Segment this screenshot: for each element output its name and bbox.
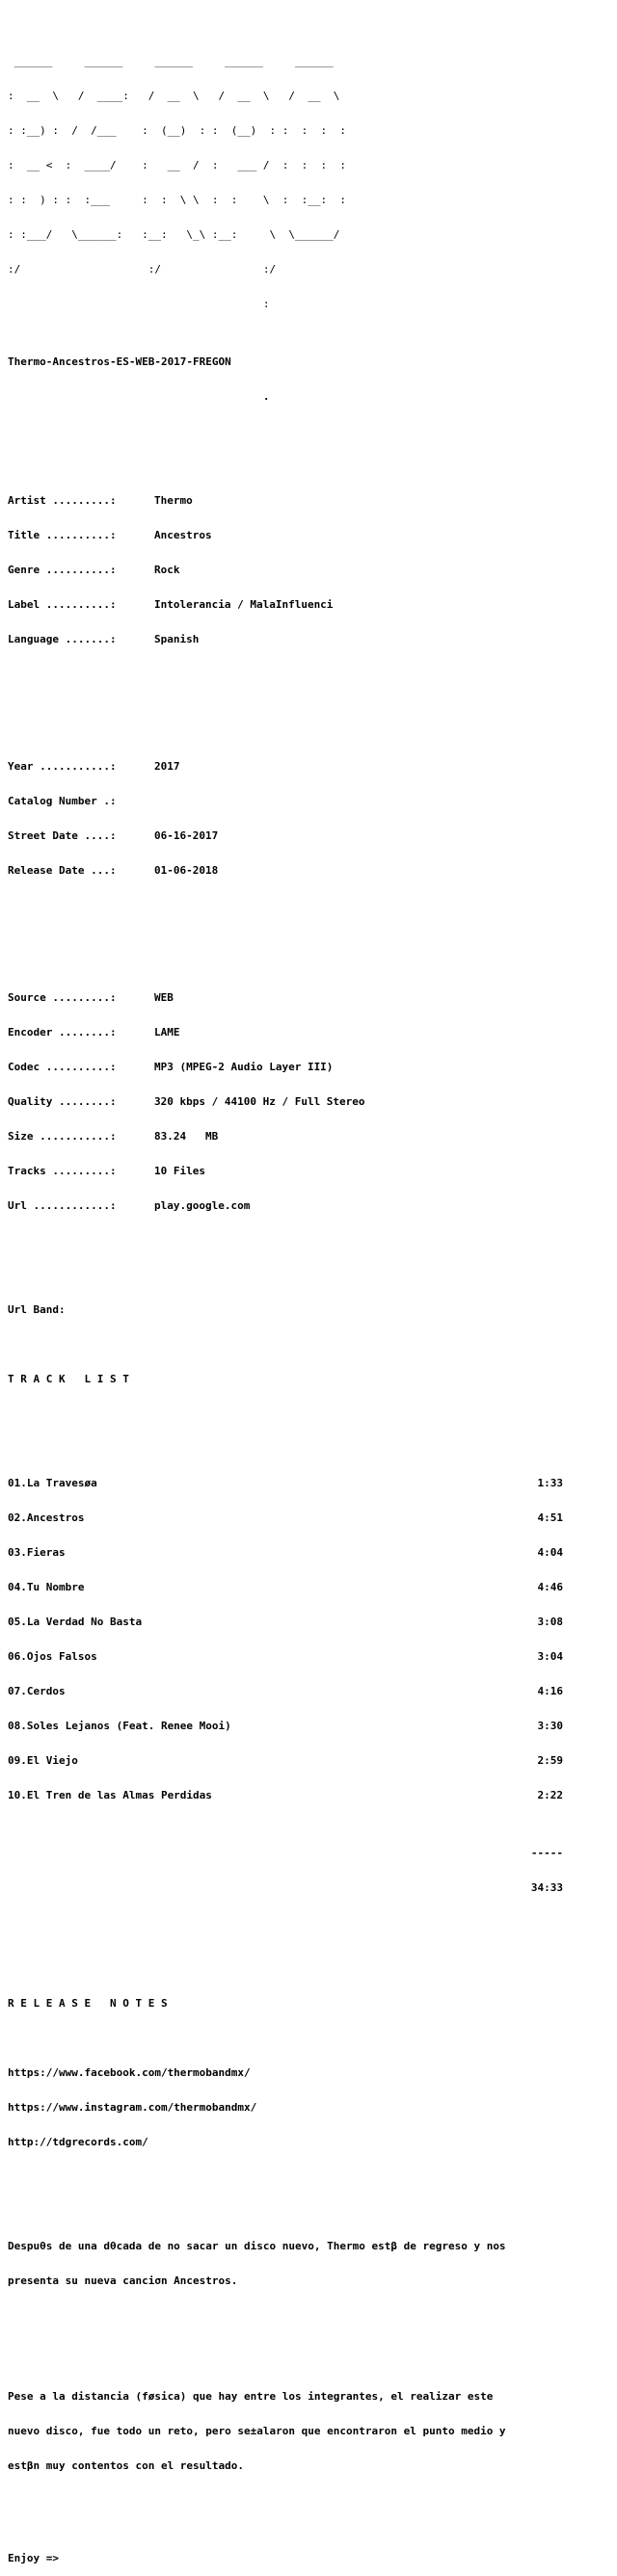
info-row — [8, 1200, 613, 1212]
logo-line: : __ < : ____/ : __ / : ___ / : : : : — [8, 159, 346, 171]
info-row — [8, 761, 613, 773]
info-value: LAME — [154, 1026, 180, 1038]
info-key: Year ...........: — [8, 760, 117, 773]
info-value: Thermo — [154, 494, 193, 507]
ascii-logo — [8, 33, 613, 333]
track-row — [8, 1582, 563, 1593]
info-key: Language .......: — [8, 633, 117, 645]
release-dot: . — [8, 390, 270, 403]
info-row — [8, 1166, 613, 1177]
info-key: Artist .........: — [8, 494, 117, 507]
info-key: Release Date ...: — [8, 864, 117, 877]
track-duration: 4:16 — [537, 1685, 563, 1697]
info-row — [8, 495, 613, 507]
track-row — [8, 1790, 563, 1801]
logo-line: : :___/ \______: :__: \_\ :__: \ \______/ — [8, 228, 340, 241]
track-row — [8, 1686, 563, 1697]
notes-paragraph-1 — [8, 2218, 613, 2310]
info-row — [8, 1062, 613, 1073]
track-title: 04.Tu Nombre — [8, 1581, 85, 1593]
notes-paragraph-2 — [8, 2368, 613, 2495]
track-title: 01.La Travesøa — [8, 1477, 97, 1489]
logo-line: :/ :/ :/ — [8, 263, 277, 276]
info-key: Url ............: — [8, 1199, 117, 1212]
info-row — [8, 1027, 613, 1038]
track-duration: 3:30 — [537, 1720, 563, 1732]
link-facebook: https://www.facebook.com/thermobandmx/ — [8, 2066, 251, 2079]
info-value: 320 kbps / 44100 Hz / Full Stereo — [154, 1095, 365, 1108]
info-key: Street Date ....: — [8, 829, 117, 842]
notes-line: nuevo disco, fue todo un reto, pero se±alaron que encontraron el punto medio y — [8, 2425, 506, 2437]
track-duration: 4:51 — [537, 1511, 563, 1524]
release-name: Thermo-Ancestros-ES-WEB-2017-FREGON — [8, 355, 231, 368]
track-row — [8, 1651, 563, 1663]
info-key: Encoder ........: — [8, 1026, 117, 1038]
track-row — [8, 1478, 563, 1489]
track-title: 03.Fieras — [8, 1546, 66, 1559]
track-row — [8, 1547, 563, 1559]
track-row — [8, 1512, 563, 1524]
track-title: 09.El Viejo — [8, 1754, 78, 1767]
track-duration: 1:33 — [537, 1477, 563, 1489]
info-row — [8, 992, 613, 1004]
info-key: Title ..........: — [8, 529, 117, 541]
track-list — [8, 1455, 613, 1825]
info-value: 01-06-2018 — [154, 864, 219, 877]
logo-line: : : ) : : :___ : : \ \ : : \ : :__: : — [8, 194, 346, 206]
info-value: 83.24 MB — [154, 1130, 219, 1143]
info-row — [8, 1096, 613, 1108]
info-row — [8, 1131, 613, 1143]
info-row — [8, 565, 613, 576]
info-row — [8, 634, 613, 645]
release-notes-heading: R E L E A S E N O T E S — [8, 1997, 168, 2010]
total-time: 34:33 — [530, 1881, 563, 1894]
track-duration: 4:46 — [537, 1581, 563, 1593]
track-title: 05.La Verdad No Basta — [8, 1616, 143, 1628]
info-value: 06-16-2017 — [154, 829, 219, 842]
nfo-document — [8, 10, 613, 2576]
notes-line: Pese a la distancia (føsica) que hay entre los integrantes, el realizar este — [8, 2390, 494, 2403]
track-duration: 3:04 — [537, 1650, 563, 1663]
link-label-site: http://tdgrecords.com/ — [8, 2136, 148, 2148]
track-row — [8, 1617, 563, 1628]
total-rule: ----- — [530, 1847, 563, 1859]
closing-line: Enjoy => — [8, 2552, 59, 2564]
info-value: WEB — [154, 991, 174, 1004]
track-row — [8, 1721, 563, 1732]
track-title: 10.El Tren de las Almas Perdidas — [8, 1789, 212, 1801]
track-title: 06.Ojos Falsos — [8, 1650, 97, 1663]
url-band-label: Url Band: — [8, 1303, 66, 1316]
info-key: Quality ........: — [8, 1095, 117, 1108]
info-key: Tracks .........: — [8, 1165, 117, 1177]
info-key: Label ..........: — [8, 598, 117, 611]
info-value: Ancestros — [154, 529, 212, 541]
info-value: Spanish — [154, 633, 200, 645]
track-title: 02.Ancestros — [8, 1511, 85, 1524]
info-value: MP3 (MPEG-2 Audio Layer III) — [154, 1061, 334, 1073]
track-duration: 3:08 — [537, 1616, 563, 1628]
track-title: 08.Soles Lejanos (Feat. Renee Mooi) — [8, 1720, 231, 1732]
tracklist-heading: T R A C K L I S T — [8, 1373, 129, 1385]
notes-line: presenta su nueva canciσn Ancestros. — [8, 2274, 238, 2287]
info-row — [8, 530, 613, 541]
info-key: Codec ..........: — [8, 1061, 117, 1073]
track-duration: 2:22 — [537, 1789, 563, 1801]
info-row — [8, 830, 613, 842]
logo-line: : — [8, 298, 270, 310]
info-value: 10 Files — [154, 1165, 205, 1177]
logo-line: : :__) : / /___ : (__) : : (__) : : : : : — [8, 124, 346, 137]
info-row — [8, 865, 613, 877]
info-key: Source .........: — [8, 991, 117, 1004]
link-instagram: https://www.instagram.com/thermobandmx/ — [8, 2101, 257, 2114]
logo-line: : __ \ / ____: / __ \ / __ \ / __ \ — [8, 90, 340, 102]
info-row — [8, 796, 613, 807]
info-group-dates — [8, 738, 613, 900]
info-group-release — [8, 472, 613, 669]
info-value: Intolerancia / MalaInfluenci — [154, 598, 334, 611]
notes-line: Despuθs de una dθcada de no sacar un disco nuevo, Thermo estβ de regreso y nos — [8, 2240, 506, 2252]
track-duration: 4:04 — [537, 1546, 563, 1559]
info-value: play.google.com — [154, 1199, 251, 1212]
info-key: Catalog Number .: — [8, 795, 117, 807]
info-group-tech — [8, 969, 613, 1235]
info-key: Genre ..........: — [8, 564, 117, 576]
track-title: 07.Cerdos — [8, 1685, 66, 1697]
info-key: Size ...........: — [8, 1130, 117, 1143]
track-row — [8, 1755, 563, 1767]
logo-line: ______ ______ ______ ______ ______ — [8, 55, 334, 67]
info-value: 2017 — [154, 760, 180, 773]
info-value: Rock — [154, 564, 180, 576]
track-duration: 2:59 — [537, 1754, 563, 1767]
info-row — [8, 599, 613, 611]
notes-line: estβn muy contentos con el resultado. — [8, 2459, 245, 2472]
